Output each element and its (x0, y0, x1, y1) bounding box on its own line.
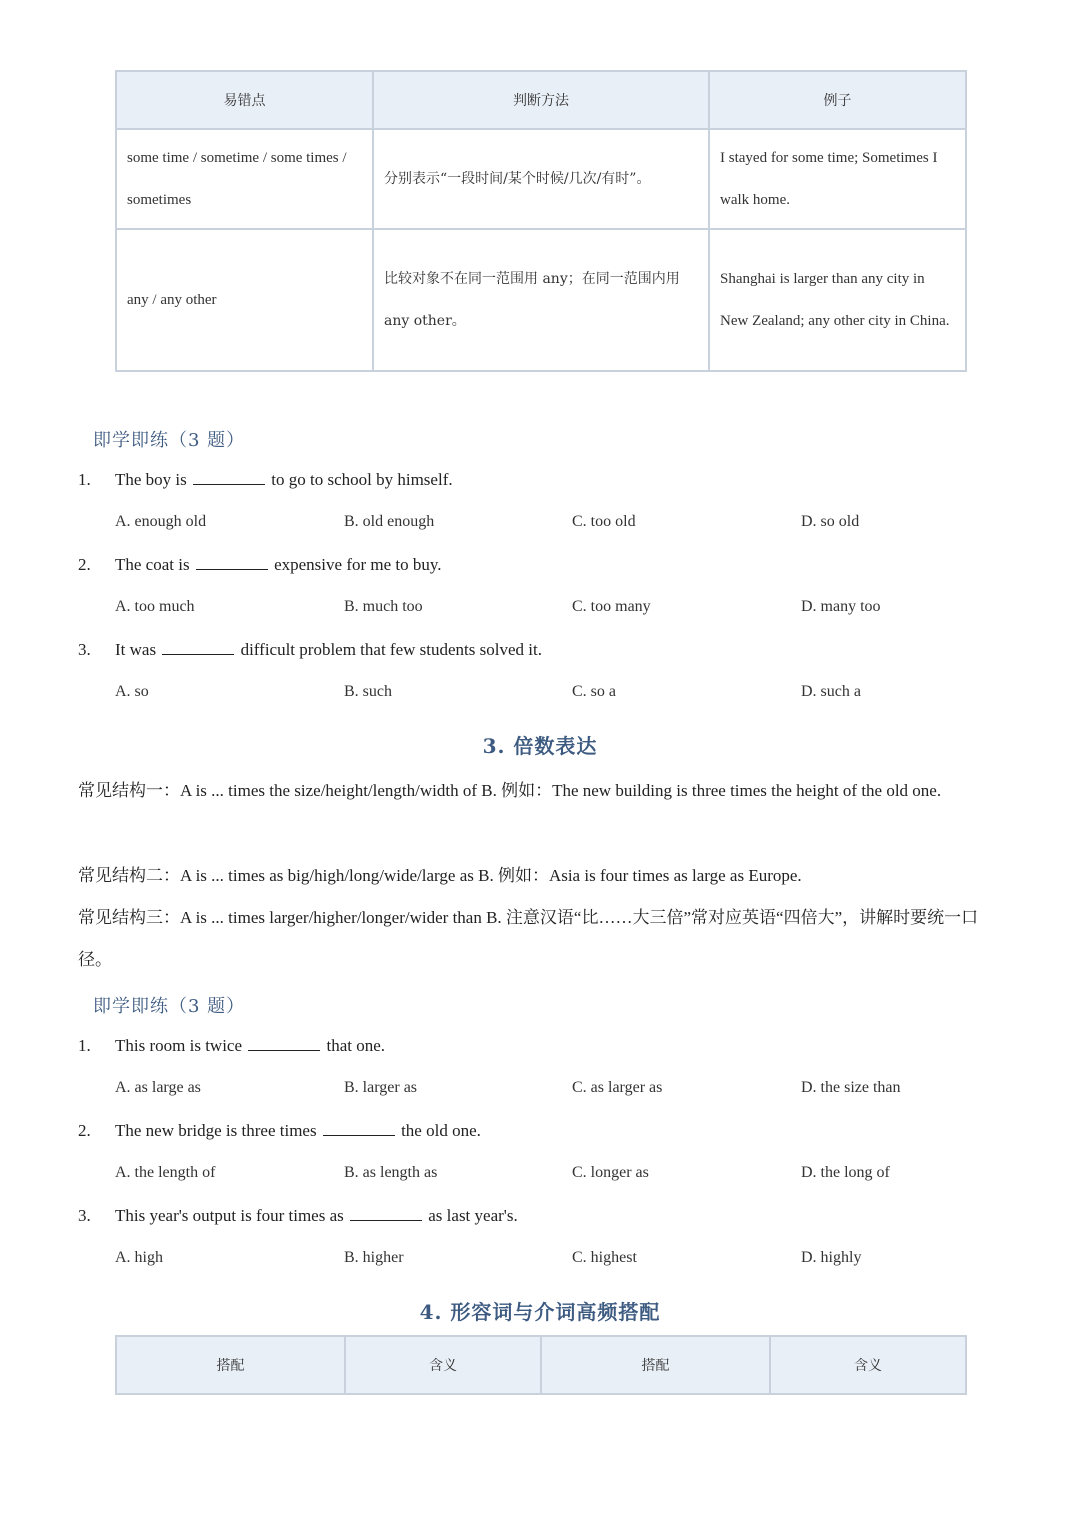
option: A. the length of (115, 1164, 216, 1181)
table-cell: any / any other (116, 229, 373, 371)
option: C. highest (572, 1249, 637, 1266)
table-cell: 分别表示“一段时间/某个时候/几次/有时”。 (373, 129, 709, 229)
error-points-table (115, 70, 967, 372)
table-header-cell: 判断方法 (373, 71, 709, 129)
question-text: The coat is (115, 555, 190, 574)
option: A. high (115, 1249, 163, 1266)
section-heading: 3. 倍数表达 (482, 734, 598, 758)
question-number: 1. (78, 1036, 91, 1055)
table-header-cell: 搭配 (116, 1336, 345, 1394)
question-text: The boy is (115, 470, 187, 489)
option: B. larger as (344, 1079, 418, 1096)
paragraph: 常见结构一：A is ... times the size/height/length/width of B. 例如：The new building is three times the height of the old one. (78, 781, 942, 800)
answer-blank (196, 555, 268, 570)
question-text: expensive for me to buy. (274, 555, 442, 574)
question-text: This year's output is four times as (115, 1206, 344, 1225)
option: B. such (344, 683, 392, 700)
table-header-cell: 搭配 (541, 1336, 770, 1394)
question-text: to go to school by himself. (271, 470, 453, 489)
table-header-cell: 含义 (345, 1336, 541, 1394)
section-heading: 4. 形容词与介词高频搭配 (419, 1300, 661, 1324)
answer-blank (323, 1121, 395, 1136)
option: A. so (115, 683, 149, 700)
question (78, 555, 442, 575)
table-header-row (116, 1336, 966, 1394)
option: D. the size than (801, 1079, 901, 1096)
option: D. highly (801, 1249, 862, 1266)
table-header-cell: 易错点 (116, 71, 373, 129)
table-header-row (116, 71, 966, 129)
practice-heading: 即学即练（3 题） (93, 430, 246, 451)
option: B. much too (344, 598, 423, 615)
option: A. enough old (115, 513, 207, 530)
table-cell: 比较对象不在同一范围用 any；在同一范围内用 any other。 (373, 229, 709, 371)
option: B. as length as (344, 1164, 438, 1181)
question (78, 1121, 481, 1141)
question-text: the old one. (401, 1121, 481, 1140)
option: B. old enough (344, 513, 435, 530)
question-text: The new bridge is three times (115, 1121, 317, 1140)
option: C. as larger as (572, 1079, 663, 1096)
question (78, 1206, 518, 1226)
paragraph: 常见结构三：A is ... times larger/higher/longer/wider than B. 注意汉语“比……大三倍”常对应英语“四倍大”，讲解时要统一口径。 (78, 908, 979, 969)
table-cell: Shanghai is larger than any city in New Zealand; any other city in China. (709, 229, 966, 371)
question-number: 2. (78, 1121, 91, 1140)
paragraph: 常见结构二：A is ... times as big/high/long/wide/large as B. 例如：Asia is four times as large as Europe. (78, 866, 802, 885)
question-number: 3. (78, 640, 91, 659)
table-header-cell: 含义 (770, 1336, 966, 1394)
answer-blank (193, 470, 265, 485)
option: A. as large as (115, 1079, 201, 1096)
answer-blank (248, 1036, 320, 1051)
table-header-cell: 例子 (709, 71, 966, 129)
question-number: 2. (78, 555, 91, 574)
option: D. such a (801, 683, 861, 700)
question-text: It was (115, 640, 157, 659)
table-row (116, 229, 966, 371)
option: C. too old (572, 513, 636, 530)
practice-heading: 即学即练（3 题） (93, 996, 246, 1017)
question-text: difficult problem that few students solved it. (240, 640, 542, 659)
table-cell: I stayed for some time; Sometimes I walk home. (709, 129, 966, 229)
option: D. so old (801, 513, 860, 530)
collocation-table (115, 1335, 967, 1395)
option: C. too many (572, 598, 651, 615)
option: D. the long of (801, 1164, 890, 1181)
option: C. so a (572, 683, 616, 700)
table-cell: some time / sometime / some times / sometimes (116, 129, 373, 229)
answer-blank (350, 1206, 422, 1221)
option: A. too much (115, 598, 195, 615)
question-text: as last year's. (428, 1206, 518, 1225)
option: C. longer as (572, 1164, 649, 1181)
question-number: 1. (78, 470, 91, 489)
question (78, 640, 542, 660)
answer-blank (162, 640, 234, 655)
question-text: This room is twice (115, 1036, 243, 1055)
option: B. higher (344, 1249, 404, 1266)
question-number: 3. (78, 1206, 91, 1225)
question-text: that one. (326, 1036, 386, 1055)
table-row (116, 129, 966, 229)
question (78, 470, 453, 490)
question (78, 1036, 385, 1056)
option: D. many too (801, 598, 881, 615)
